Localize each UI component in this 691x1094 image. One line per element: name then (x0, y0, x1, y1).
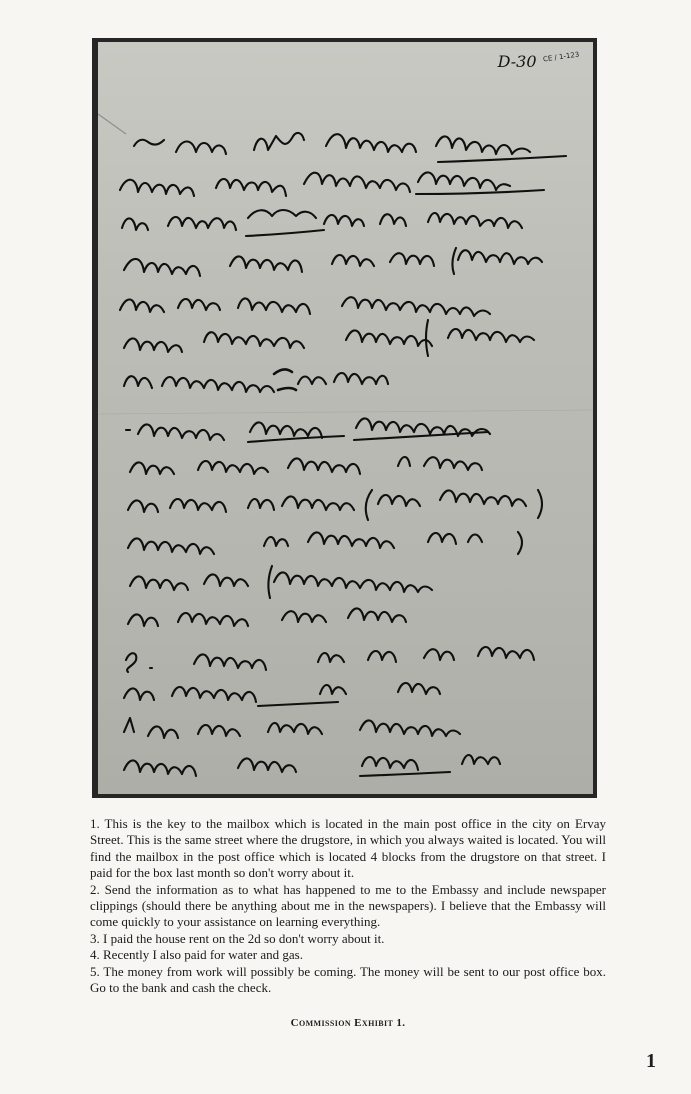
translation-item-1: 1. This is the key to the mailbox which is located in the main post office in the city on Ervay Street. This is the same street where the drugstore, in which you always waited is located. You will find the mailbox in the post office which is located 4 blocks from the drugstore on that street. I paid for the box last month so don't worry about it. (90, 816, 606, 881)
translation-item-5: 5. The money from work will possibly be coming. The money will be sent to our post office box. Go to the bank and cash the check. (90, 963, 606, 996)
translation-item-2: 2. Send the information as to what has happened to me to the Embassy and include newspaper clippings (should there be anything about me in the newspapers). I believe that the Embassy will come quickly to your assistance on learning everything. (90, 881, 606, 930)
stamp-mark: CE / 1-123 (542, 50, 580, 64)
translation-item-4: 4. Recently I also paid for water and gas. (90, 947, 303, 963)
handwritten-letter (98, 42, 593, 794)
page-number: 1 (646, 1050, 656, 1072)
english-translation (90, 816, 606, 996)
stamp-code: D-30 (497, 52, 537, 71)
translation-item-3: 3. I paid the house rent on the 2d so don't worry about it. (90, 930, 385, 946)
letter-photograph (92, 38, 597, 798)
exhibit-label: Commission Exhibit 1. (290, 1017, 406, 1029)
cursive-handwriting (98, 42, 593, 794)
